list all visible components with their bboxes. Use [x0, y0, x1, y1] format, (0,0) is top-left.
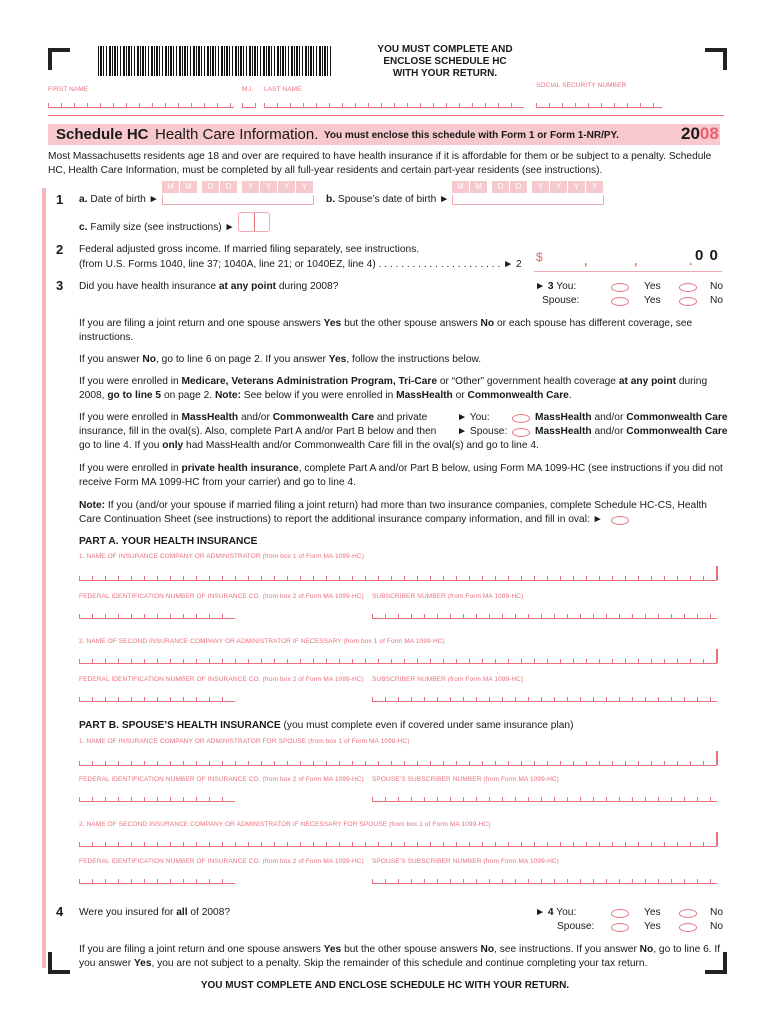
masshealth-option: [535, 425, 728, 439]
yes-label: Yes: [644, 921, 661, 932]
masshealth-spouse-oval[interactable]: [512, 428, 530, 437]
txt: but the other spouse answers: [341, 944, 481, 955]
decimal-point: .: [689, 254, 693, 268]
ssn-field[interactable]: [536, 98, 662, 108]
line-4-spouse-label: Spouse:: [557, 921, 595, 932]
txt-bold: No: [142, 354, 157, 365]
txt: and/or: [591, 412, 627, 423]
answer-paragraph: [79, 353, 729, 367]
date-cell: D: [492, 181, 509, 193]
last-name-field[interactable]: [264, 98, 524, 108]
q-emphasis: at any point: [218, 281, 277, 292]
txt-bold: Commonwealth Care: [467, 390, 569, 401]
field-end-mark: [716, 649, 718, 663]
part-b-insurer-2-field[interactable]: [79, 837, 717, 847]
part-a-fein2-label: FEDERAL IDENTIFICATION NUMBER OF INSURANCE CO. (from box 2 of Form MA 1099-HC): [79, 676, 364, 683]
masshealth-you-oval[interactable]: [512, 414, 530, 423]
txt: , go to line 6 on page 2. If you answer: [156, 354, 329, 365]
family-size-divider: [254, 213, 255, 231]
date-cell: M: [452, 181, 469, 193]
txt: If you answer: [79, 354, 143, 365]
date-cell: Y: [242, 181, 259, 193]
masshealth-option: [535, 411, 728, 425]
line-2-source: (from U.S. Forms 1040, line 37; 1040A, line 21; or 1040EZ, line 4) . . . . . . . . . . . . . . . . . . . . . . ► 2: [79, 259, 522, 270]
txt-bold: MassHealth: [535, 412, 592, 423]
date-entry-line: [162, 195, 314, 205]
you-label: You:: [556, 281, 577, 292]
yes-label: Yes: [644, 907, 661, 918]
date-cell: D: [510, 181, 527, 193]
txt: or each spouse has different coverage, see instructions.: [79, 318, 693, 343]
line-4-spouse-no-oval[interactable]: [679, 923, 697, 932]
part-a-name2-label: 2. NAME OF SECOND INSURANCE COMPANY OR ADMINISTRATOR IF NECESSARY (from box 1 of Form MA 1099-HC): [79, 638, 445, 645]
line-3-spouse-no-oval[interactable]: [679, 297, 697, 306]
line-3-spouse-label: Spouse:: [542, 295, 580, 306]
date-entry-line: [452, 195, 604, 205]
line-3-you-no-oval[interactable]: [679, 283, 697, 292]
q-emphasis: all: [176, 907, 188, 918]
must-complete-notice: [350, 44, 540, 80]
left-margin-bar: [42, 188, 46, 968]
part-a-name1-label: 1. NAME OF INSURANCE COMPANY OR ADMINISTRATOR (from box 1 of Form MA 1099-HC): [79, 553, 364, 560]
txt: (you must complete even if covered under same insurance plan): [280, 720, 574, 731]
txt-bold: private health insurance: [181, 463, 299, 474]
txt-bold: Yes: [323, 318, 342, 329]
you-label: You:: [556, 907, 577, 918]
tax-year: [681, 124, 719, 144]
line-1c-label: [79, 221, 235, 235]
line-3-ref: ► 3: [535, 281, 554, 292]
date-cell: Y: [532, 181, 549, 193]
line-1b-prefix: b.: [326, 194, 336, 205]
part-b-fein2-label: FEDERAL IDENTIFICATION NUMBER OF INSURANCE CO. (from box 2 of Form MA 1099-HC): [79, 858, 364, 865]
spouse-date-of-birth-field[interactable]: [452, 181, 606, 207]
continuation-sheet-oval[interactable]: [611, 516, 629, 525]
txt-bold: PART B. SPOUSE’S HEALTH INSURANCE: [79, 720, 281, 731]
line-1a-prefix: a.: [79, 194, 88, 205]
mi-label: M.I.: [242, 86, 254, 93]
txt: and/or: [591, 426, 627, 437]
part-a-insurer-2-field[interactable]: [79, 654, 717, 664]
txt: If you are filing a joint return and one spouse answers: [79, 944, 324, 955]
masshealth-you-label: ► You:: [457, 412, 490, 423]
no-label: No: [710, 295, 724, 306]
comma-2: ,: [634, 254, 638, 268]
txt: and/or: [238, 412, 273, 423]
q-part: Did you have health insurance: [79, 281, 219, 292]
txt-bold: No: [639, 944, 654, 955]
no-label: No: [710, 921, 724, 932]
schedule-title: Health Care Information.: [155, 126, 319, 143]
part-b-sub1-label: SPOUSE’S SUBSCRIBER NUMBER (from Form MA 1099-HC): [372, 776, 559, 783]
q-part: Were you insured for: [79, 907, 177, 918]
field-end-mark: [716, 751, 718, 765]
no-label: No: [710, 907, 724, 918]
txt-bold: Yes: [328, 354, 347, 365]
date-cell: M: [470, 181, 487, 193]
masshealth-line-3: [79, 439, 539, 453]
line-3-number: 3: [56, 278, 64, 293]
date-cell: D: [202, 181, 219, 193]
txt: If you were enrolled in: [79, 376, 182, 387]
date-cell: Y: [550, 181, 567, 193]
txt-bold: MassHealth: [396, 390, 453, 401]
schedule-label: Schedule HC: [56, 126, 149, 143]
first-name-label: FIRST NAME: [48, 86, 89, 93]
date-of-birth-field[interactable]: [162, 181, 316, 207]
barcode: [98, 46, 333, 76]
notice-line: ENCLOSE SCHEDULE HC: [383, 56, 507, 67]
part-b-name1-label: 1. NAME OF INSURANCE COMPANY OR ADMINISTRATOR FOR SPOUSE (from box 1 of Form MA 1099-HC): [79, 738, 410, 745]
line-3-question: [79, 280, 338, 294]
q-part: of 2008?: [187, 907, 231, 918]
txt: on page 2.: [161, 390, 215, 401]
first-name-field[interactable]: [48, 98, 234, 108]
txt-bold: at any point: [618, 376, 676, 387]
line-3-you-yes-oval[interactable]: [611, 283, 629, 292]
notice-line: YOU MUST COMPLETE AND: [377, 44, 513, 55]
line-1a-label: [79, 193, 159, 207]
agi-field[interactable]: [534, 245, 722, 272]
field-end-mark: [716, 566, 718, 580]
txt: but the other spouse answers: [341, 318, 481, 329]
txt: go to line 4. If you: [79, 440, 163, 451]
corner-mark-top-right: [705, 48, 727, 70]
part-a-fein-2-field[interactable]: [79, 692, 235, 702]
txt: If you are filing a joint return and one spouse answers: [79, 318, 324, 329]
txt-bold: Note:: [214, 390, 241, 401]
masshealth-line-2: insurance, fill in the oval(s). Also, complete Part A and/or Part B below and then: [79, 426, 437, 437]
line-4-you-no-oval[interactable]: [679, 909, 697, 918]
txt: had MassHealth and/or Commonwealth Care fill in the oval(s) and go to line 4.: [183, 440, 539, 451]
mi-field[interactable]: [242, 98, 256, 108]
part-a-fein-1-field[interactable]: [79, 609, 235, 619]
line-1-number: 1: [56, 192, 64, 207]
header-divider: [48, 115, 724, 116]
part-b-fein-1-field[interactable]: [79, 792, 235, 802]
final-paragraph: [79, 943, 725, 971]
txt-bold: Note:: [79, 500, 106, 511]
part-b-subscriber-1-field[interactable]: [372, 792, 717, 802]
yes-label: Yes: [644, 295, 661, 306]
last-name-label: LAST NAME: [264, 86, 302, 93]
txt-bold: Commonwealth Care: [626, 426, 728, 437]
line-3-spouse-yes-oval[interactable]: [611, 297, 629, 306]
txt: If you were enrolled in: [79, 412, 182, 423]
line-4-you-yes-oval[interactable]: [611, 909, 629, 918]
field-end-mark: [716, 832, 718, 846]
txt: .: [568, 390, 572, 401]
masshealth-spouse-label: ► Spouse:: [457, 426, 508, 437]
txt: , go to line 6. If you answer: [79, 944, 721, 969]
txt: , complete Part A and/or Part B below, using Form MA 1099-HC (see instructions if you did not receive Form MA 1099-HC from your carrier) and go to line 4.: [79, 463, 723, 488]
txt-bold: No: [480, 318, 495, 329]
txt: See below if you were enrolled in: [240, 390, 397, 401]
line-3-you: [535, 280, 576, 294]
comma-1: ,: [584, 254, 588, 268]
txt: , see instructions. If you answer: [494, 944, 640, 955]
date-cell: Y: [586, 181, 603, 193]
txt-bold: MassHealth: [535, 426, 592, 437]
part-a-insurer-1-field[interactable]: [79, 571, 717, 581]
no-label: No: [710, 281, 724, 292]
date-cell: Y: [296, 181, 313, 193]
notice-line: WITH YOUR RETURN.: [392, 68, 498, 79]
part-a-title: PART A. YOUR HEALTH INSURANCE: [79, 536, 258, 547]
line-1b-text: Spouse’s date of birth ►: [337, 194, 450, 205]
line-1c-prefix: c.: [79, 222, 88, 233]
ssn-label: SOCIAL SECURITY NUMBER: [536, 82, 627, 89]
txt: , follow the instructions below.: [346, 354, 482, 365]
part-b-fein-2-field[interactable]: [79, 874, 235, 884]
line-1c-text: Family size (see instructions) ►: [90, 222, 235, 233]
part-b-sub2-label: SPOUSE’S SUBSCRIBER NUMBER (from Form MA 1099-HC): [372, 858, 559, 865]
line-1a-text: Date of birth ►: [90, 194, 159, 205]
masshealth-line-1: [79, 411, 427, 425]
txt-bold: Medicare, Veterans Administration Program, Tri-Care: [181, 376, 438, 387]
yes-label: Yes: [644, 281, 661, 292]
line-2-text: Federal adjusted gross income. If married filing separately, see instructions.: [79, 244, 420, 255]
corner-mark-top-left: [48, 48, 70, 70]
intro-text: Most Massachusetts residents age 18 and over are required to have health insurance if it is affordable for them or be subject to a penalty. Schedule HC, Health Care Information, must be completed by all full-year residents and certain part-year residents (see instructions).: [48, 151, 712, 176]
year-suffix: 08: [699, 124, 719, 143]
part-b-fein1-label: FEDERAL IDENTIFICATION NUMBER OF INSURANCE CO. (from box 2 of Form MA 1099-HC): [79, 776, 364, 783]
txt: or “Other” government health coverage: [437, 376, 619, 387]
part-a-fein1-label: FEDERAL IDENTIFICATION NUMBER OF INSURANCE CO. (from box 2 of Form MA 1099-HC): [79, 593, 364, 600]
date-cell: M: [162, 181, 179, 193]
part-b-name2-label: 2. NAME OF SECOND INSURANCE COMPANY OR ADMINISTRATOR IF NECESSARY FOR SPOUSE (from box 1 of Form MA 1099-HC): [79, 821, 491, 828]
txt: during 2008,: [79, 376, 708, 401]
footer-notice: YOU MUST COMPLETE AND ENCLOSE SCHEDULE HC WITH YOUR RETURN.: [200, 980, 570, 991]
txt-bold: Yes: [323, 944, 342, 955]
part-a-subscriber-1-field[interactable]: [372, 609, 717, 619]
corner-mark-bottom-left: [48, 952, 70, 974]
enclose-note: You must enclose this schedule with Form 1 or Form 1-NR/PY.: [324, 130, 619, 141]
txt: If you were enrolled in: [79, 463, 182, 474]
line-4-spouse-yes-oval[interactable]: [611, 923, 629, 932]
part-a-subscriber-2-field[interactable]: [372, 692, 717, 702]
date-cell: D: [220, 181, 237, 193]
private-insurance-paragraph: [79, 462, 729, 490]
txt-bold: go to line 5: [107, 390, 162, 401]
txt: and private: [374, 412, 428, 423]
dollar-sign: $: [536, 250, 543, 264]
line-4-you: [535, 906, 576, 920]
txt-bold: only: [162, 440, 184, 451]
medicare-paragraph: [79, 375, 729, 403]
txt: or: [452, 390, 468, 401]
line-4-ref: ► 4: [535, 907, 554, 918]
txt: , you are not subject to a penalty. Skip the remainder of this schedule and continue completing your tax return.: [151, 958, 648, 969]
part-b-subscriber-2-field[interactable]: [372, 874, 717, 884]
line-4-question: [79, 906, 230, 920]
year-prefix: 20: [681, 124, 700, 143]
part-a-sub2-label: SUBSCRIBER NUMBER (from Form MA 1099-HC): [372, 676, 524, 683]
part-a-sub1-label: SUBSCRIBER NUMBER (from Form MA 1099-HC): [372, 593, 524, 600]
txt-bold: No: [480, 944, 495, 955]
line-4-number: 4: [56, 904, 64, 919]
line-2-number: 2: [56, 242, 64, 257]
txt-bold: MassHealth: [181, 412, 239, 423]
date-cell: Y: [260, 181, 277, 193]
part-b-title: [79, 719, 573, 733]
date-cell: Y: [568, 181, 585, 193]
date-cell: M: [180, 181, 197, 193]
agi-cents: 0 0: [695, 247, 719, 264]
part-b-insurer-1-field[interactable]: [79, 756, 717, 766]
txt: If you (and/or your spouse if married filing a joint return) had more than two insurance companies, complete Schedule HC-CS, Health Care Continuation Sheet (see instructions) to report the additional insurance company information, and fill in oval: ►: [79, 500, 707, 525]
q-part: during 2008?: [276, 281, 339, 292]
line-1b-label: [326, 193, 449, 207]
txt-bold: Commonwealth Care: [272, 412, 375, 423]
txt-bold: Commonwealth Care: [626, 412, 728, 423]
date-cell: Y: [278, 181, 295, 193]
note-paragraph: [79, 499, 729, 527]
joint-return-paragraph: [79, 317, 729, 345]
txt-bold: Yes: [133, 958, 152, 969]
